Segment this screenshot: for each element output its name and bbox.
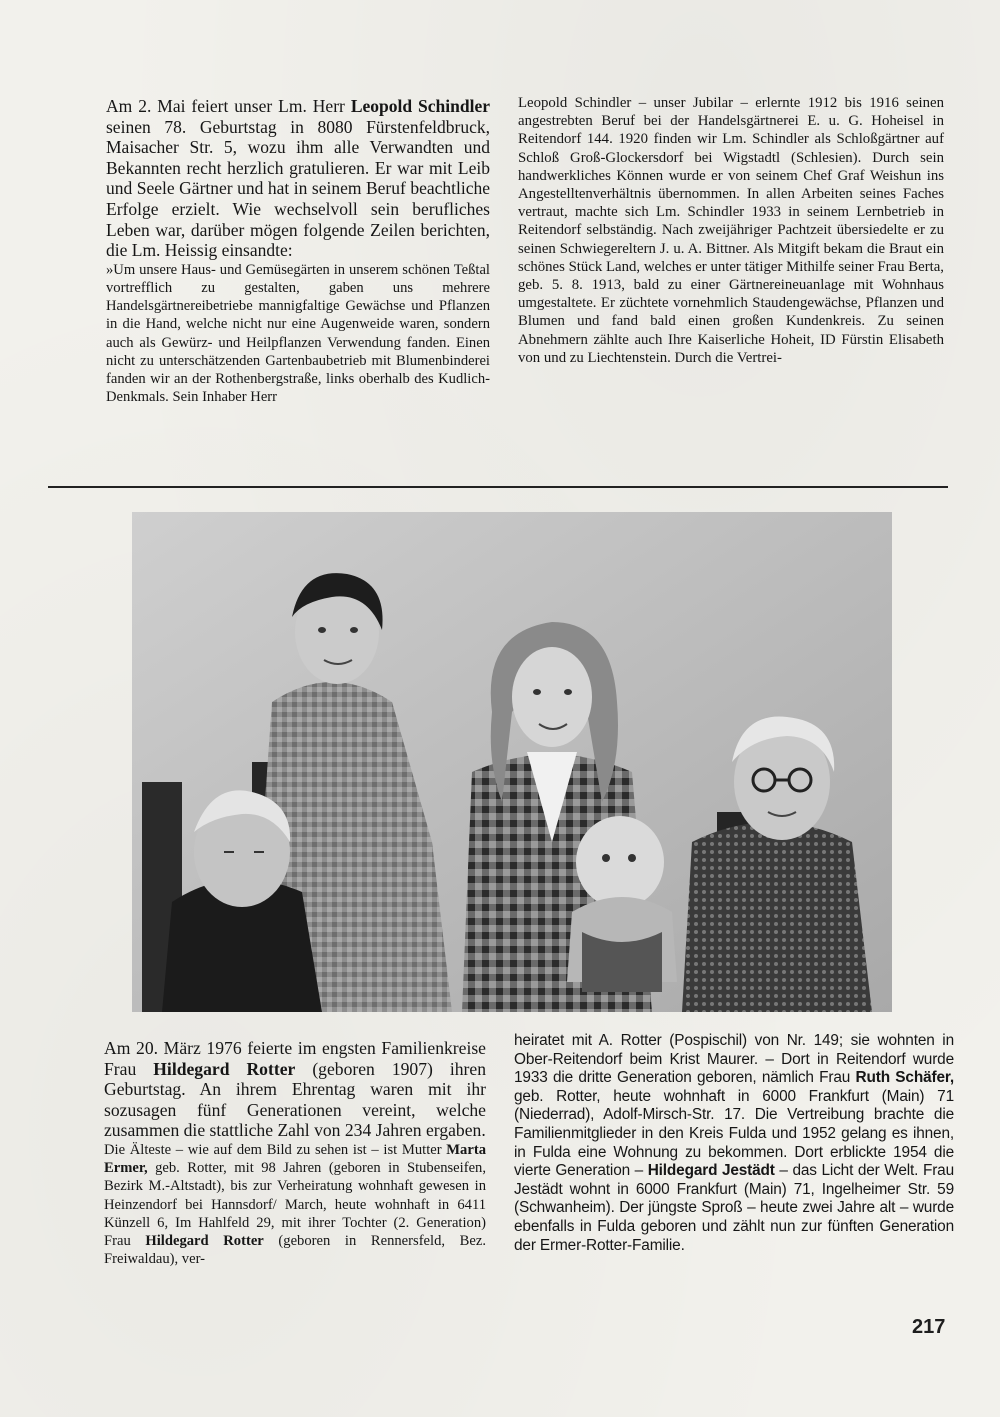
name-hildegard-rotter-2: Hildegard Rotter — [145, 1232, 264, 1249]
upper-right-column — [518, 94, 944, 367]
schindler-intro: Am 2. Mai feiert unser Lm. Herr Leopold Schindler seinen 78. Geburtstag in 8080 Fürstenfeldbruck, Maisacher Str. 5, wozu ihm alle Verwandten und Bekannten recht herzlich gratulieren. Er war mit Leib und Seele Gärtner und hat in seinem Beruf beachtliche Erfolge erzielt. Wie wechselvoll sein berufliches Leben war, darüber mögen folgende Zeilen berichten, die Lm. Heissig einsandte: — [106, 96, 490, 261]
rotter-generations-2: heiratet mit A. Rotter (Pospischil) von Nr. 149; sie wohnten in Ober-Reitendorf beim Krist Maurer. – Dort in Reitendorf wurde 1933 die dritte Generation geboren, nämlich Frau Ruth Schäfer, geb. Rotter, heute wohnhaft in 6000 Frankfurt (Main) 71 (Niederrad), Adolf-Mirsch-Str. 17. Die Vertreibung brachte die Familienmitglieder in den Kreis Fulda und 1952 gelang es ihnen, in Fulda eine Wohnung zu bekommen. Dort erblickte 1954 die vierte Generation – Hildegard Jestädt – das Licht der Welt. Frau Jestädt wohnt in 6000 Frankfurt (Main) 71, Ingelheimer Str. 59 (Schwanheim). Der jüngste Sproß – heute zwei Jahre alt – wurde ebenfalls in Fulda geboren und zählt nun zur fünften Generation der Ermer-Rotter-Familie. — [514, 1032, 954, 1254]
upper-left-column — [106, 96, 490, 406]
name-leopold-schindler: Leopold Schindler — [350, 96, 490, 116]
lower-right-column — [514, 1032, 954, 1255]
rotter-generations-1: Die Älteste – wie auf dem Bild zu sehen ist – ist Mutter Marta Ermer, geb. Rotter, mit 98 Jahren (geboren in Stubenseifen, Bezirk M.-Altstadt), bis zur Verheiratung wohnhaft gewesen in Heinzendorf bei Hannsdorf/ March, heute wohnhaft in 6411 Künzell 6, Im Hahlfeld 29, mit ihrer Tochter (2. Generation) Frau Hildegard Rotter (geboren in Rennersfeld, Bez. Freiwaldau), ver- — [104, 1141, 487, 1268]
five-generations-photo — [132, 512, 892, 1012]
section-divider — [48, 486, 948, 488]
name-hildegard-jestaedt: Hildegard Jestädt — [647, 1162, 775, 1180]
rotter-lead: Am 20. März 1976 feierte im engsten Familienkreise Frau Hildegard Rotter (geboren 1907) ihren Geburtstag. An ihrem Ehrentag waren mit ihr sozusagen fünf Generationen vereint, welche zusammen die stattliche Zahl von 234 Jahren ergaben. — [104, 1038, 487, 1141]
schindler-quote: »Um unsere Haus- und Gemüsegärten in unserem schönen Teßtal vortrefflich zu gestalten, gaben uns mehrere Handelsgärtnereibetriebe mannigfaltige Gewächse und Pflanzen in die Hand, welche nicht nur eine Augenweide waren, sondern auch als Gewürz- und Heilpflanzen Verwendung fanden. Einen nicht zu unterschätzenden Gartenbaubetrieb mit Blumenbinderei fanden wir an der Rothenbergstraße, links oberhalb des Kudlich-Denkmals. Sein Inhaber Herr — [106, 261, 490, 406]
page-number: 217 — [912, 1316, 946, 1338]
schindler-biography: Leopold Schindler – unser Jubilar – erlernte 1912 bis 1916 seinen angestrebten Beruf bei der Handelsgärtnerei E. u. G. Hoheisel in Reitendorf 144. 1920 finden wir Lm. Schindler als Schloßgärtner auf Schloß Groß-Glockersdorf bei Wigstadtl (Schlesien). Durch sein handwerkliches Können wurde er von seinem Chef Graf Weishun ins Angestelltenverhältnis übernommen. In allen Arbeiten seines Faches vertraut, machte sich Lm. Schindler 1933 in seinem Lernbetrieb in Reitendorf selbständig. Nach zweijähriger Pachtzeit übersiedelte er zu seinen Schwiegereltern J. u. A. Bittner. Als Mitgift bekam die Braut ein schönes Stück Land, welches er unter tätiger Mithilfe seiner Frau Berta, geb. 5. 8. 1913, bald zu einer Gärtnereineuanlage mit Wohnhaus umgestaltete. Er züchtete vornehmlich Staudengewächse, Pflanzen und Blumen und fand bald einen großen Kundenkreis. Zu seinen Abnehmern zählte auch Ihre Kaiserliche Hoheit, ID Fürstin Elisabeth von und zu Liechtenstein. Durch die Vertrei- — [518, 95, 944, 366]
lower-left-column — [104, 1038, 486, 1268]
name-marta-ermer: Marta Ermer, — [104, 1141, 486, 1177]
name-hildegard-rotter: Hildegard Rotter — [153, 1058, 296, 1079]
photo-illustration — [132, 512, 892, 1012]
name-ruth-schaefer: Ruth Schäfer, — [855, 1069, 954, 1087]
